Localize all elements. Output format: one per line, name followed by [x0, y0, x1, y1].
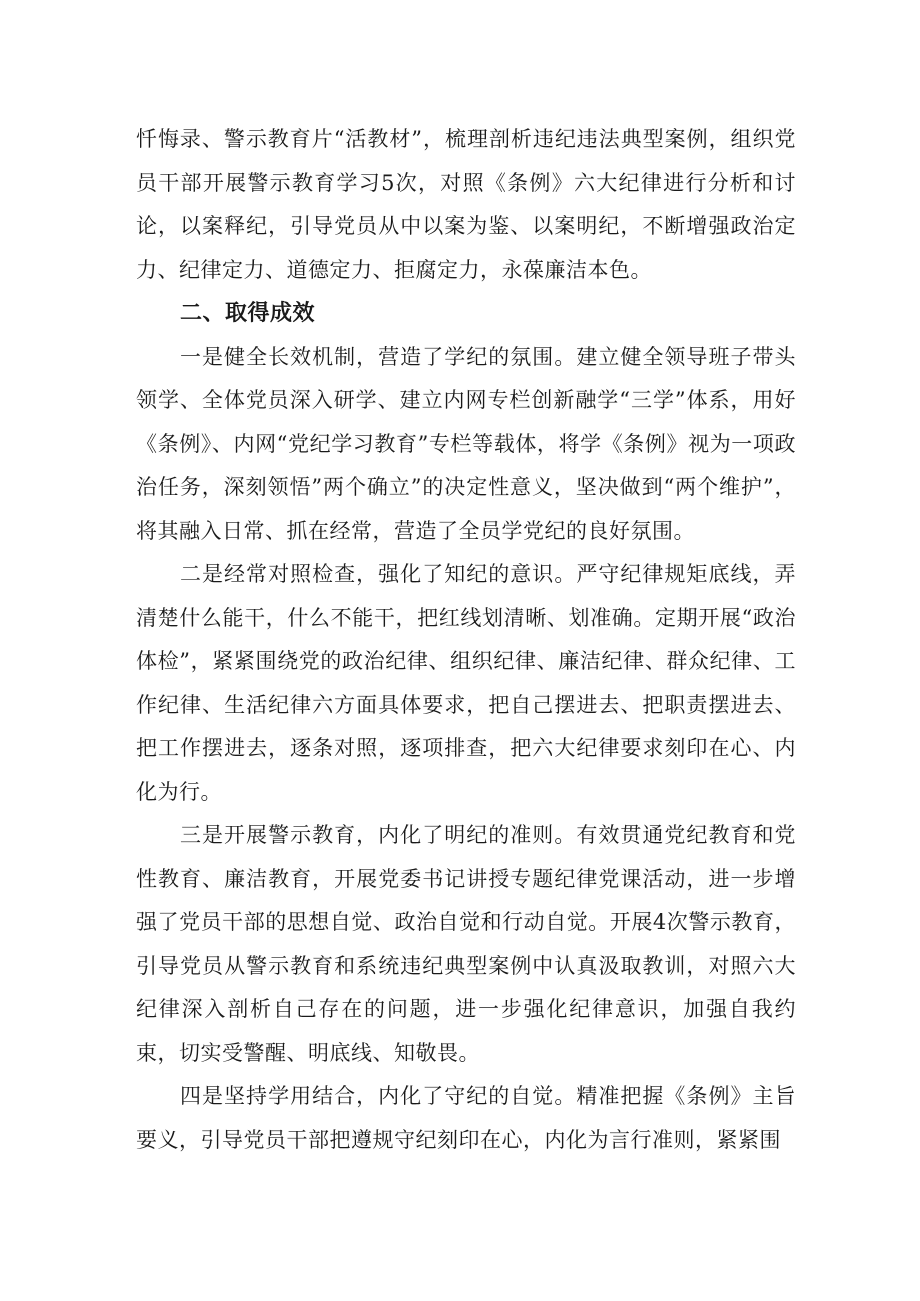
paragraph-4: 四是坚持学用结合，内化了守纪的自觉。精准把握《条例》主旨要义，引导党员干部把遵规守纪刻印在心，内化为言行准则，紧紧围 [136, 1084, 796, 1152]
paragraph-2: 二是经常对照检查，强化了知纪的意识。严守纪律规矩底线，弄清楚什么能干，什么不能干，把红线划清晰、划准确。定期开展“政治体检”，紧紧围绕党的政治纪律、组织纪律、廉洁纪律、群众纪律、工作纪律、生活纪律六方面具体要求，把自己摆进去、把职责摆进去、把工作摆进去，逐条对照，逐项排查，把六大纪律要求刻印在心、内化为行。 [136, 562, 796, 804]
paragraph-1: 一是健全长效机制，营造了学纪的氛围。建立健全领导班子带头领学、全体党员深入研学、建立内网专栏创新融学“三学”体系，用好《条例》、内网“党纪学习教育”专栏等载体，将学《条例》视为一项政治任务，深刻领悟”两个确立”的决定性意义，坚决做到“两个维护”，将其融入日常、抓在经常，营造了全员学党纪的良好氛围。 [136, 344, 796, 543]
section-heading: 二、取得成效 [180, 301, 316, 326]
paragraph-3: 三是开展警示教育，内化了明纪的准则。有效贯通党纪教育和党性教育、廉洁教育，开展党委书记讲授专题纪律党课活动，进一步增强了党员干部的思想自觉、政治自觉和行动自觉。开展4次警示教育，引导党员从警示教育和系统违纪典型案例中认真汲取教训，对照六大纪律深入剖析自己存在的问题，进一步强化纪律意识，加强自我约束，切实受警醒、明底线、知敬畏。 [136, 823, 796, 1065]
document-body [136, 118, 796, 1162]
intro-paragraph: 忏悔录、警示教育片“活教材”，梳理剖析违纪违法典型案例，组织党员干部开展警示教育学习5次，对照《条例》六大纪律进行分析和讨论，以案释纪，引导党员从中以案为鉴、以案明纪，不断增强政治定力、纪律定力、道德定力、拒腐定力，永葆廉洁本色。 [136, 127, 796, 282]
